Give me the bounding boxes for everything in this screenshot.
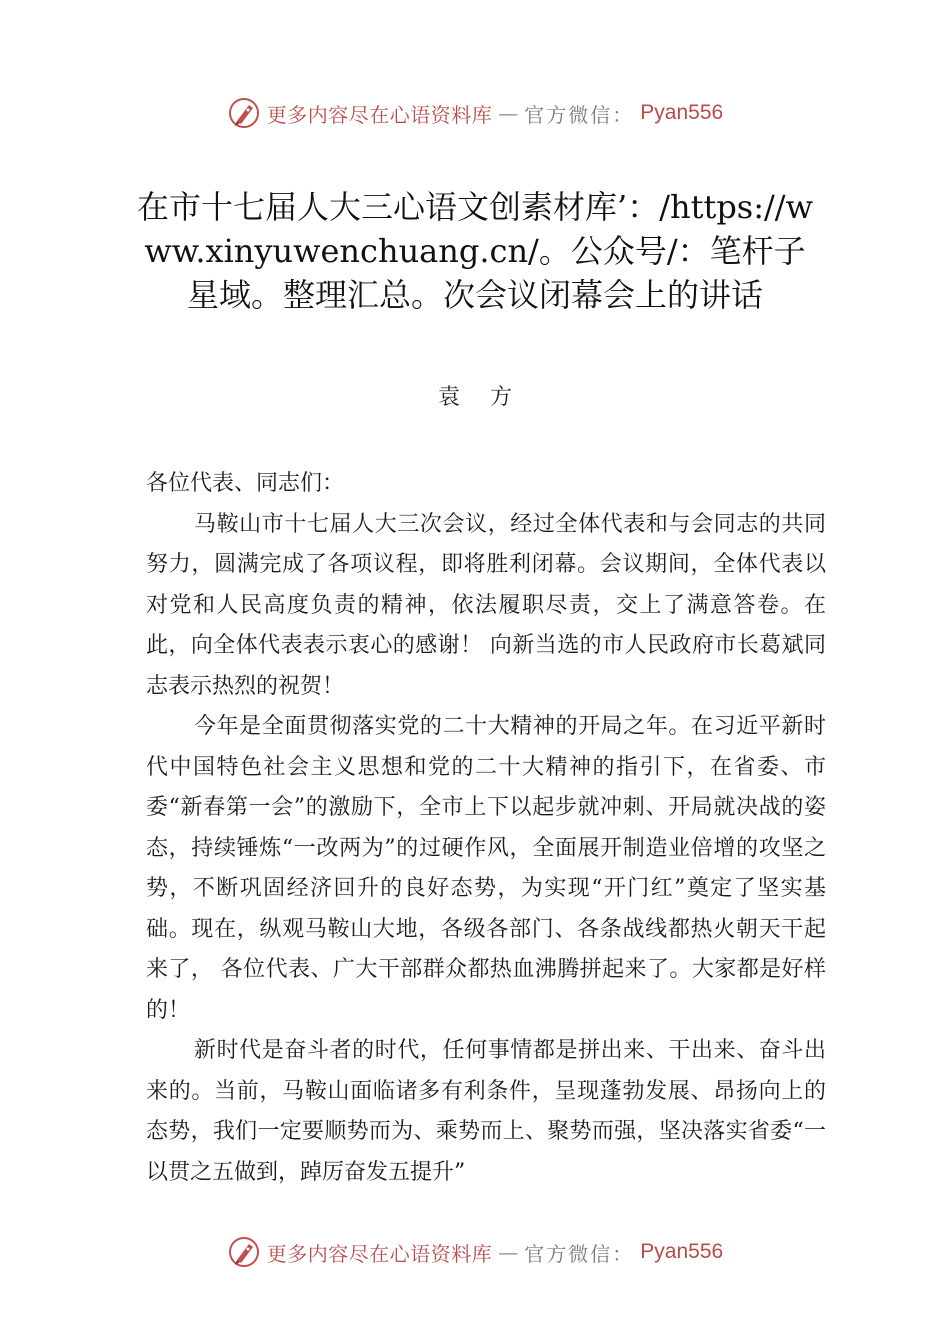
banner-separator: — bbox=[498, 1240, 519, 1264]
pen-nib-logo-icon bbox=[227, 96, 261, 130]
banner-separator: — bbox=[498, 101, 519, 125]
document-author: 袁方 bbox=[437, 385, 542, 410]
salutation: 各位代表、同志们： bbox=[146, 471, 345, 496]
banner-wechat-id: Pyan556 bbox=[640, 1240, 724, 1263]
body-paragraph: 马鞍山市十七届人大三次会议，经过全体代表和与会同志的共同努力，圆满完成了各项议程，即将胜利闭幕。会议期间，全体代表以对党和人民高度负责的精神，依法履职尽责，交上了满意答卷。在此，向全体代表表示衷心的感谢！ 向新当选的市人民政府市长葛斌同志表示热烈的祝贺！ bbox=[146, 511, 826, 699]
banner-brand-text: 更多内容尽在心语资料库 bbox=[266, 102, 493, 127]
banner-brand-text: 更多内容尽在心语资料库 bbox=[266, 1241, 493, 1266]
header-watermark-banner bbox=[0, 93, 950, 133]
document-title: 在市十七届人大三心语文创素材库’：/https://www.xinyuwenchuang.cn/。公众号/：笔杆子星域。整理汇总。次会议闭幕会上的讲话 bbox=[137, 188, 813, 314]
banner-wechat-label: 官方微信： bbox=[524, 102, 635, 127]
body-paragraph: 新时代是奋斗者的时代，任何事情都是拼出来、干出来、奋斗出来的。当前，马鞍山面临诸多有利条件，呈现蓬勃发展、昂扬向上的态势，我们一定要顺势而为、乘势而上、聚势而强，坚决落实省委“一以贯之五做到，踔厉奋发五提升” bbox=[146, 1038, 826, 1185]
footer-watermark-banner bbox=[0, 1232, 950, 1272]
banner-wechat-label: 官方微信： bbox=[524, 1241, 635, 1266]
pen-nib-logo-icon bbox=[227, 1235, 261, 1269]
banner-wechat-id: Pyan556 bbox=[640, 101, 724, 124]
body-paragraph: 今年是全面贯彻落实党的二十大精神的开局之年。在习近平新时代中国特色社会主义思想和党的二十大精神的指引下，在省委、市委“新春第一会”的激励下，全市上下以起步就冲刺、开局就决战的姿态，持续锤炼“一改两为”的过硬作风，全面展开制造业倍增的攻坚之势，不断巩固经济回升的良好态势，为实现“开门红”奠定了坚实基础。现在，纵观马鞍山大地，各级各部门、各条战线都热火朝天干起来了， 各位代表、广大干部群众都热血沸腾拼起来了。大家都是好样的！ bbox=[146, 714, 826, 1023]
document-body bbox=[146, 464, 826, 1193]
